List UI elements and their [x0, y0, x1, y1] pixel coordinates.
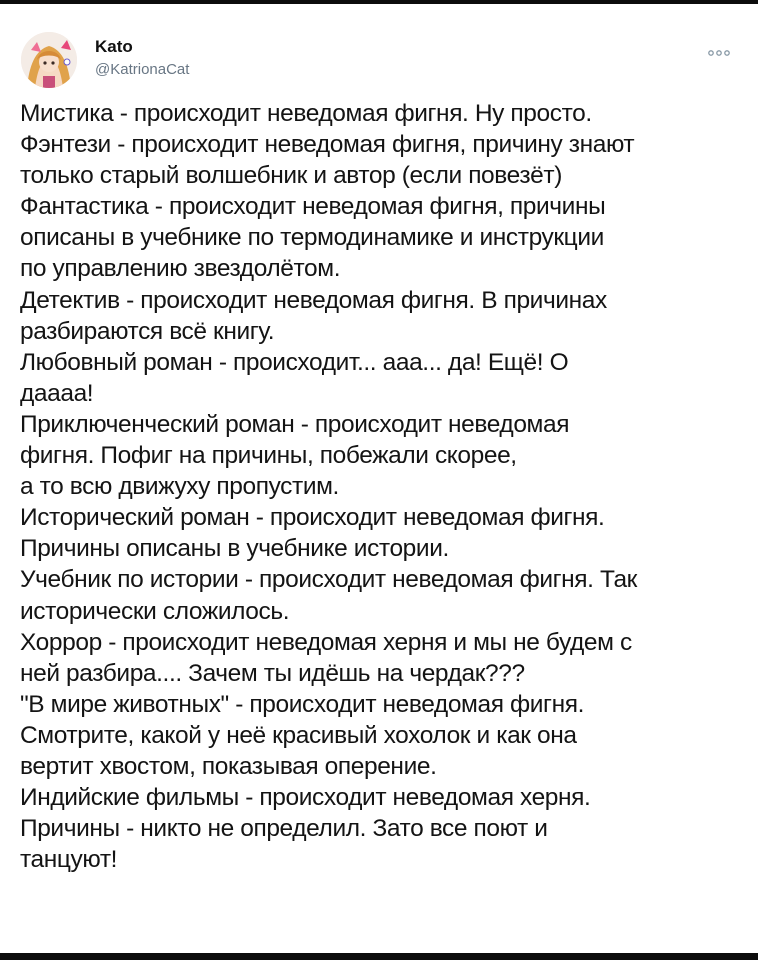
tweet-text-line: описаны в учебнике по термодинамике и инструкции	[20, 224, 604, 252]
tweet-text-line: Индийские фильмы - происходит неведомая херня.	[20, 784, 591, 812]
tweet-card	[20, 30, 740, 875]
tweet-text-line: Причины описаны в учебнике истории.	[20, 535, 449, 563]
bottom-edge-bar	[0, 953, 758, 960]
tweet-text-line: только старый волшебник и автор (если повезёт)	[20, 162, 562, 190]
tweet-text-line: вертит хвостом, показывая оперение.	[20, 752, 437, 780]
tweet-text-line: Исторический роман - происходит неведомая фигня.	[20, 504, 605, 532]
avatar[interactable]	[21, 32, 77, 88]
tweet-text-line: танцуют!	[20, 846, 118, 874]
tweet-text-line: "В мире животных" - происходит неведомая фигня.	[20, 690, 584, 718]
tweet-text-line: Любовный роман - происходит... ааа... да! Ещё! О	[20, 348, 569, 376]
user-info	[95, 36, 189, 80]
tweet-text-line: фигня. Пофиг на причины, побежали скорее,	[20, 442, 517, 470]
more-dots-icon[interactable]	[706, 46, 732, 58]
tweet-text-line: Учебник по истории - происходит неведомая фигня. Так	[20, 566, 638, 594]
tweet-text-line: а то всю движуху пропустим.	[20, 473, 339, 501]
tweet-text-line: Мистика - происходит неведомая фигня. Ну просто.	[20, 100, 592, 127]
tweet-text-line: Причины - никто не определил. Зато все поют и	[20, 815, 548, 843]
tweet-text-line: исторически сложилось.	[20, 597, 290, 625]
tweet-text-line: по управлению звездолётом.	[20, 255, 341, 283]
top-edge-bar	[0, 0, 758, 4]
tweet-text-line: Смотрите, какой у неё красивый хохолок и как она	[20, 721, 577, 749]
tweet-text-line: Фэнтези - происходит неведомая фигня, причину знают	[20, 131, 635, 159]
tweet-text-line: даааа!	[20, 379, 94, 407]
tweet-text-line: ней разбира.... Зачем ты идёшь на чердак???	[20, 659, 525, 687]
avatar-image	[21, 32, 77, 88]
tweet-text-line: Приключенческий роман - происходит неведомая	[20, 410, 570, 438]
user-handle[interactable]: @KatrionaCat	[95, 61, 190, 78]
tweet-text-line: разбираются всё книгу.	[20, 317, 275, 345]
tweet-text-line: Фантастика - происходит неведомая фигня, причины	[20, 193, 606, 221]
tweet-text	[20, 98, 740, 875]
display-name[interactable]: Kato	[95, 37, 133, 56]
tweet-text-line: Детектив - происходит неведомая фигня. В причинах	[20, 286, 607, 314]
tweet-text-line: Хоррор - происходит неведомая херня и мы не будем с	[20, 628, 632, 656]
tweet-header	[20, 30, 740, 90]
